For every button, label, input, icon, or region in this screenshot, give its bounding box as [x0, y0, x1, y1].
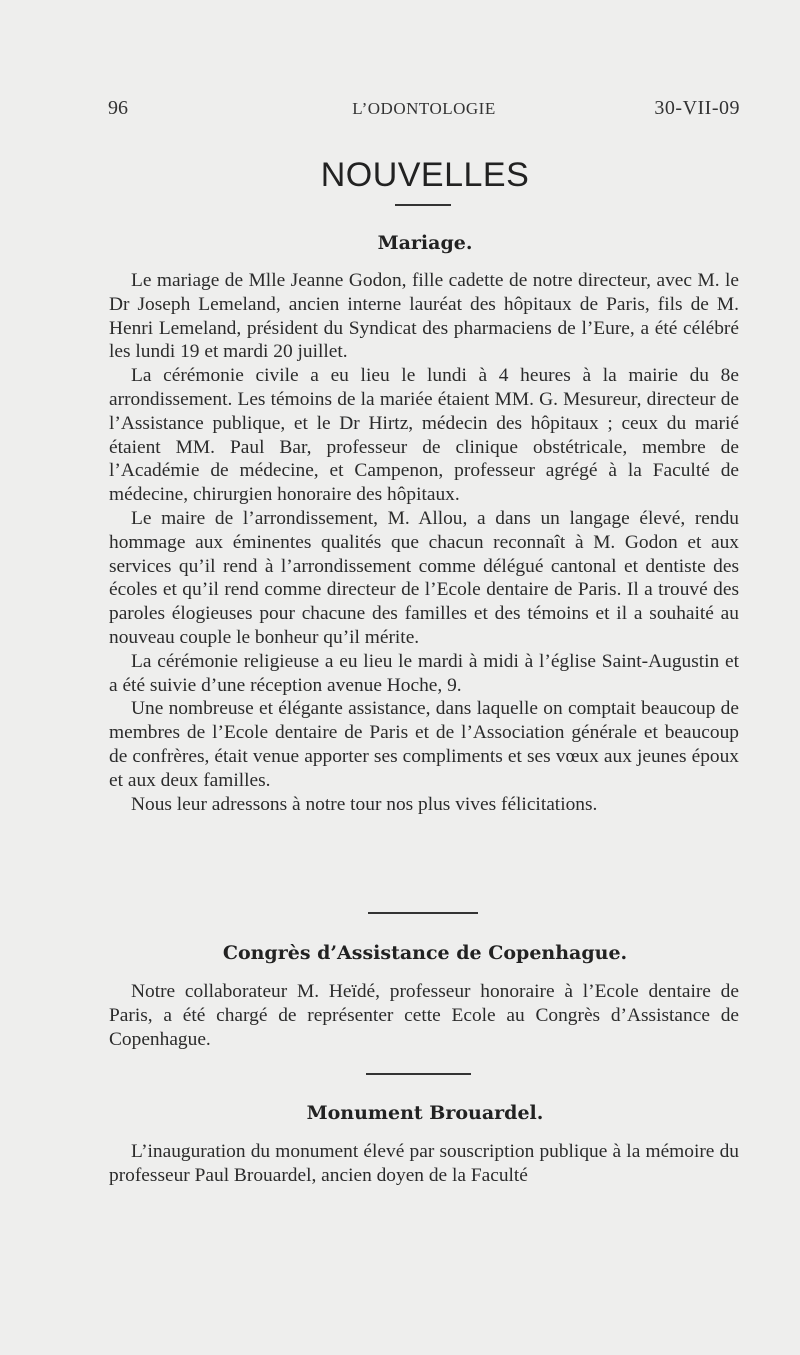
- paragraph: La cérémonie civile a eu lieu le lundi à 4 heures à la mairie du 8e arrondissement. Les témoins de la mariée étaient MM. G. Mesureur, directeur de l’Assistance publique, et le Dr Hirtz, médecin des hôpitaux ; ceux du marié étaient MM. Paul Bar, professeur de clinique obstétricale, membre de l’Académie de médecine, et Campenon, professeur agrégé à la Faculté de médecine, chirurgien honoraire des hôpitaux.: [109, 365, 739, 506]
- section-heading-congres: Congrès d’Assistance de Copenhague.: [222, 942, 628, 964]
- page-number: 96: [108, 97, 128, 119]
- paragraph: Le mariage de Mlle Jeanne Godon, fille cadette de notre directeur, avec M. le Dr Joseph Lemeland, ancien interne lauréat des hôpitaux de Paris, fils de M. Henri Lemeland, président du Syndicat des pharmaciens de l’Eure, a été célébré les lundi 19 et mardi 20 juillet.: [109, 270, 739, 363]
- page-title: NOUVELLES: [320, 156, 530, 194]
- running-head: [108, 97, 740, 127]
- section-heading-mariage: Mariage.: [377, 232, 473, 254]
- section-body-congres: [109, 980, 739, 1051]
- section-divider: [368, 912, 478, 914]
- paragraph: Une nombreuse et élégante assistance, dans laquelle on comptait beaucoup de membres de l’Ecole dentaire de Paris et de l’Association générale et beaucoup de confrères, était venue apporter ses compliments et ses vœux aux jeunes époux et aux deux familles.: [109, 698, 739, 791]
- paragraph: Notre collaborateur M. Heïdé, professeur honoraire à l’Ecole dentaire de Paris, a été chargé de représenter cette Ecole au Congrès d’Assistance de Copenhague.: [109, 981, 739, 1050]
- paragraph: Le maire de l’arrondissement, M. Allou, a dans un langage élevé, rendu hommage aux éminentes qualités que chacun reconnaît à M. Godon et aux services qu’il rend à l’arrondissement comme délégué cantonal et dentiste des écoles et qu’il rend comme directeur de l’Ecole dentaire de Paris. Il a trouvé des paroles élogieuses pour chacune des familles et des témoins et il a souhaité au nouveau couple le bonheur qu’il mérite.: [109, 507, 739, 648]
- issue-date: 30-VII-09: [654, 97, 740, 119]
- paragraph: Nous leur adressons à notre tour nos plus vives félicitations.: [131, 793, 598, 815]
- section-heading-monument: Monument Brouardel.: [306, 1102, 544, 1124]
- paragraph: L’inauguration du monument élevé par souscription publique à la mémoire du professeur Paul Brouardel, ancien doyen de la Faculté: [109, 1141, 739, 1186]
- journal-title: L’ODONTOLOGIE: [352, 99, 496, 118]
- paragraph: La cérémonie religieuse a eu lieu le mardi à midi à l’église Saint-Augustin et a été suivie d’une réception avenue Hoche, 9.: [109, 650, 739, 696]
- title-rule: [395, 204, 451, 206]
- section-body-mariage: [109, 269, 739, 816]
- section-body-monument: [109, 1140, 739, 1188]
- section-divider: [366, 1073, 471, 1075]
